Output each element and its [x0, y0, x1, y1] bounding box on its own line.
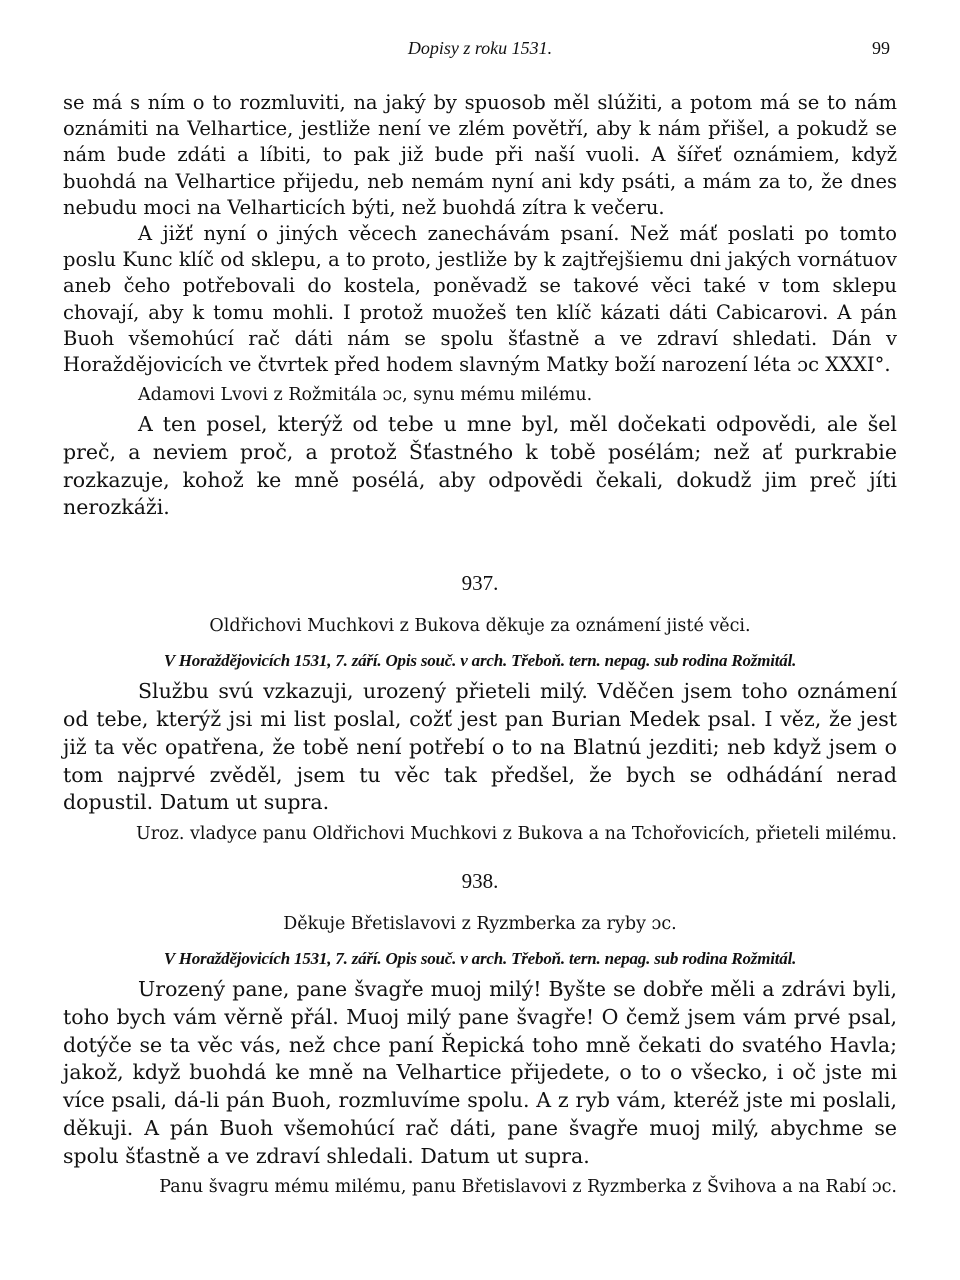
document-number: 938. — [461, 868, 499, 893]
letter-address: Adamovi Lvovi z Rožmitála ɔc, synu mému milému. — [138, 385, 593, 406]
running-title: Dopisy z roku 1531. — [407, 38, 553, 58]
document-address: Uroz. vladyce panu Oldřichovi Muchkovi z Bukova a na Tchořovicích, přieteli milému. — [135, 823, 897, 844]
document-body: Urozený pane, pane švagře muoj milý! Byšte se dobře měli a zdrávi byli, toho bych vám věrně přál. Muoj milý pane švagře! O čemž jsem vám prvé psal, dotýče se ta věc vás, než chce paní Řepická toho mně čekati do svatého Havla; jakož, když buohdá ke mně na Velhartice přijedete, o to o všecko, i oč jste mi více psali, dá-li pán Buoh, rozmluvíme spolu. A z ryb vám, kteréž jste mi poslali, děkuji. A pán Buoh všemohúcí rač dáti, pane švagře muoj milý, abychme se spolu šťastně a ve zdraví shledali. Datum ut supra. — [63, 977, 897, 1168]
letter-continuation-paragraph: A jižť nyní o jiných věcech zanechávám psaní. Než máť poslati po tomto poslu Kunc klíč od sklepu, a to proto, jestliže by k zajtřejšiemu dni jakých vornátuov aneb čeho potřebovali do kostela, poněvadž se takové věci také v tom sklepu chovají, aby k tomu mohli. I protož muožeš ten klíč kázati dáti Cabicarovi. A pán Buoh všemohúcí rač dáti nám se spolu šťastně a ve zdraví shledati. Dán v Horaždějovicích ve čtvrtek před hodem slavným Matky boží narození léta ɔc XXXI°. — [63, 222, 897, 377]
page-number: 99 — [872, 38, 890, 58]
document-source: V Horaždějovicích 1531, 7. září. Opis souč. v arch. Třeboň. tern. nepag. sub rodina Rožmitál. — [163, 651, 797, 671]
document-summary: Oldřichovi Muchkovi z Bukova děkuje za oznámení jisté věci. — [209, 616, 751, 637]
document-source: V Horaždějovicích 1531, 7. září. Opis souč. v arch. Třeboň. tern. nepag. sub rodina Rožmitál. — [163, 949, 797, 969]
page-content — [63, 90, 897, 1199]
document-number: 937. — [461, 571, 499, 596]
postscript-paragraph: A ten posel, kterýž od tebe u mne byl, měl dočekati odpovědi, ale šel preč, a neviem proč, a protož Šťastného k tobě posélám; než ať purkrabie rozkazuje, kohož ke mně posélá, aby odpovědi čekali, dokudž jim preč jíti nerozkáži. — [63, 412, 897, 520]
letter-continuation-paragraph: se má s ním o to rozmluviti, na jaký by spuosob měl slúžiti, a potom má se to nám oznámiti na Velhartice, jestliže není ve zlém povětří, aby k nám přišel, a pokudž se nám bude zdáti a líbiti, to pak již bude při naší vuoli. A šířeť oznámiem, když buohdá na Velhartice přijedu, neb nemám nyní ani kdy psáti, a mám za to, že dnes nebudu moci na Velharticích býti, než buohdá zítra k večeru. — [63, 91, 897, 219]
document-summary: Děkuje Břetislavovi z Ryzmberka za ryby ɔc. — [283, 914, 677, 935]
document-address: Panu švagru mému milému, panu Břetislavovi z Ryzmberka z Švihova a na Rabí ɔc. — [159, 1177, 897, 1198]
page-header — [0, 38, 960, 68]
document-body: Službu svú vzkazuji, urozený přieteli milý. Vděčen jsem toho oznámení od tebe, kterýž jsi mi list poslal, cožť jest pan Burian Medek psal. I věz, že jest již ta věc opatřena, že tobě není potřebí o to na Blatnú jezditi; neb když jsem o tom najprvé zvěděl, jsem tu věc tak předšel, že bych se odhádání nerad dopustil. Datum ut supra. — [63, 679, 897, 815]
